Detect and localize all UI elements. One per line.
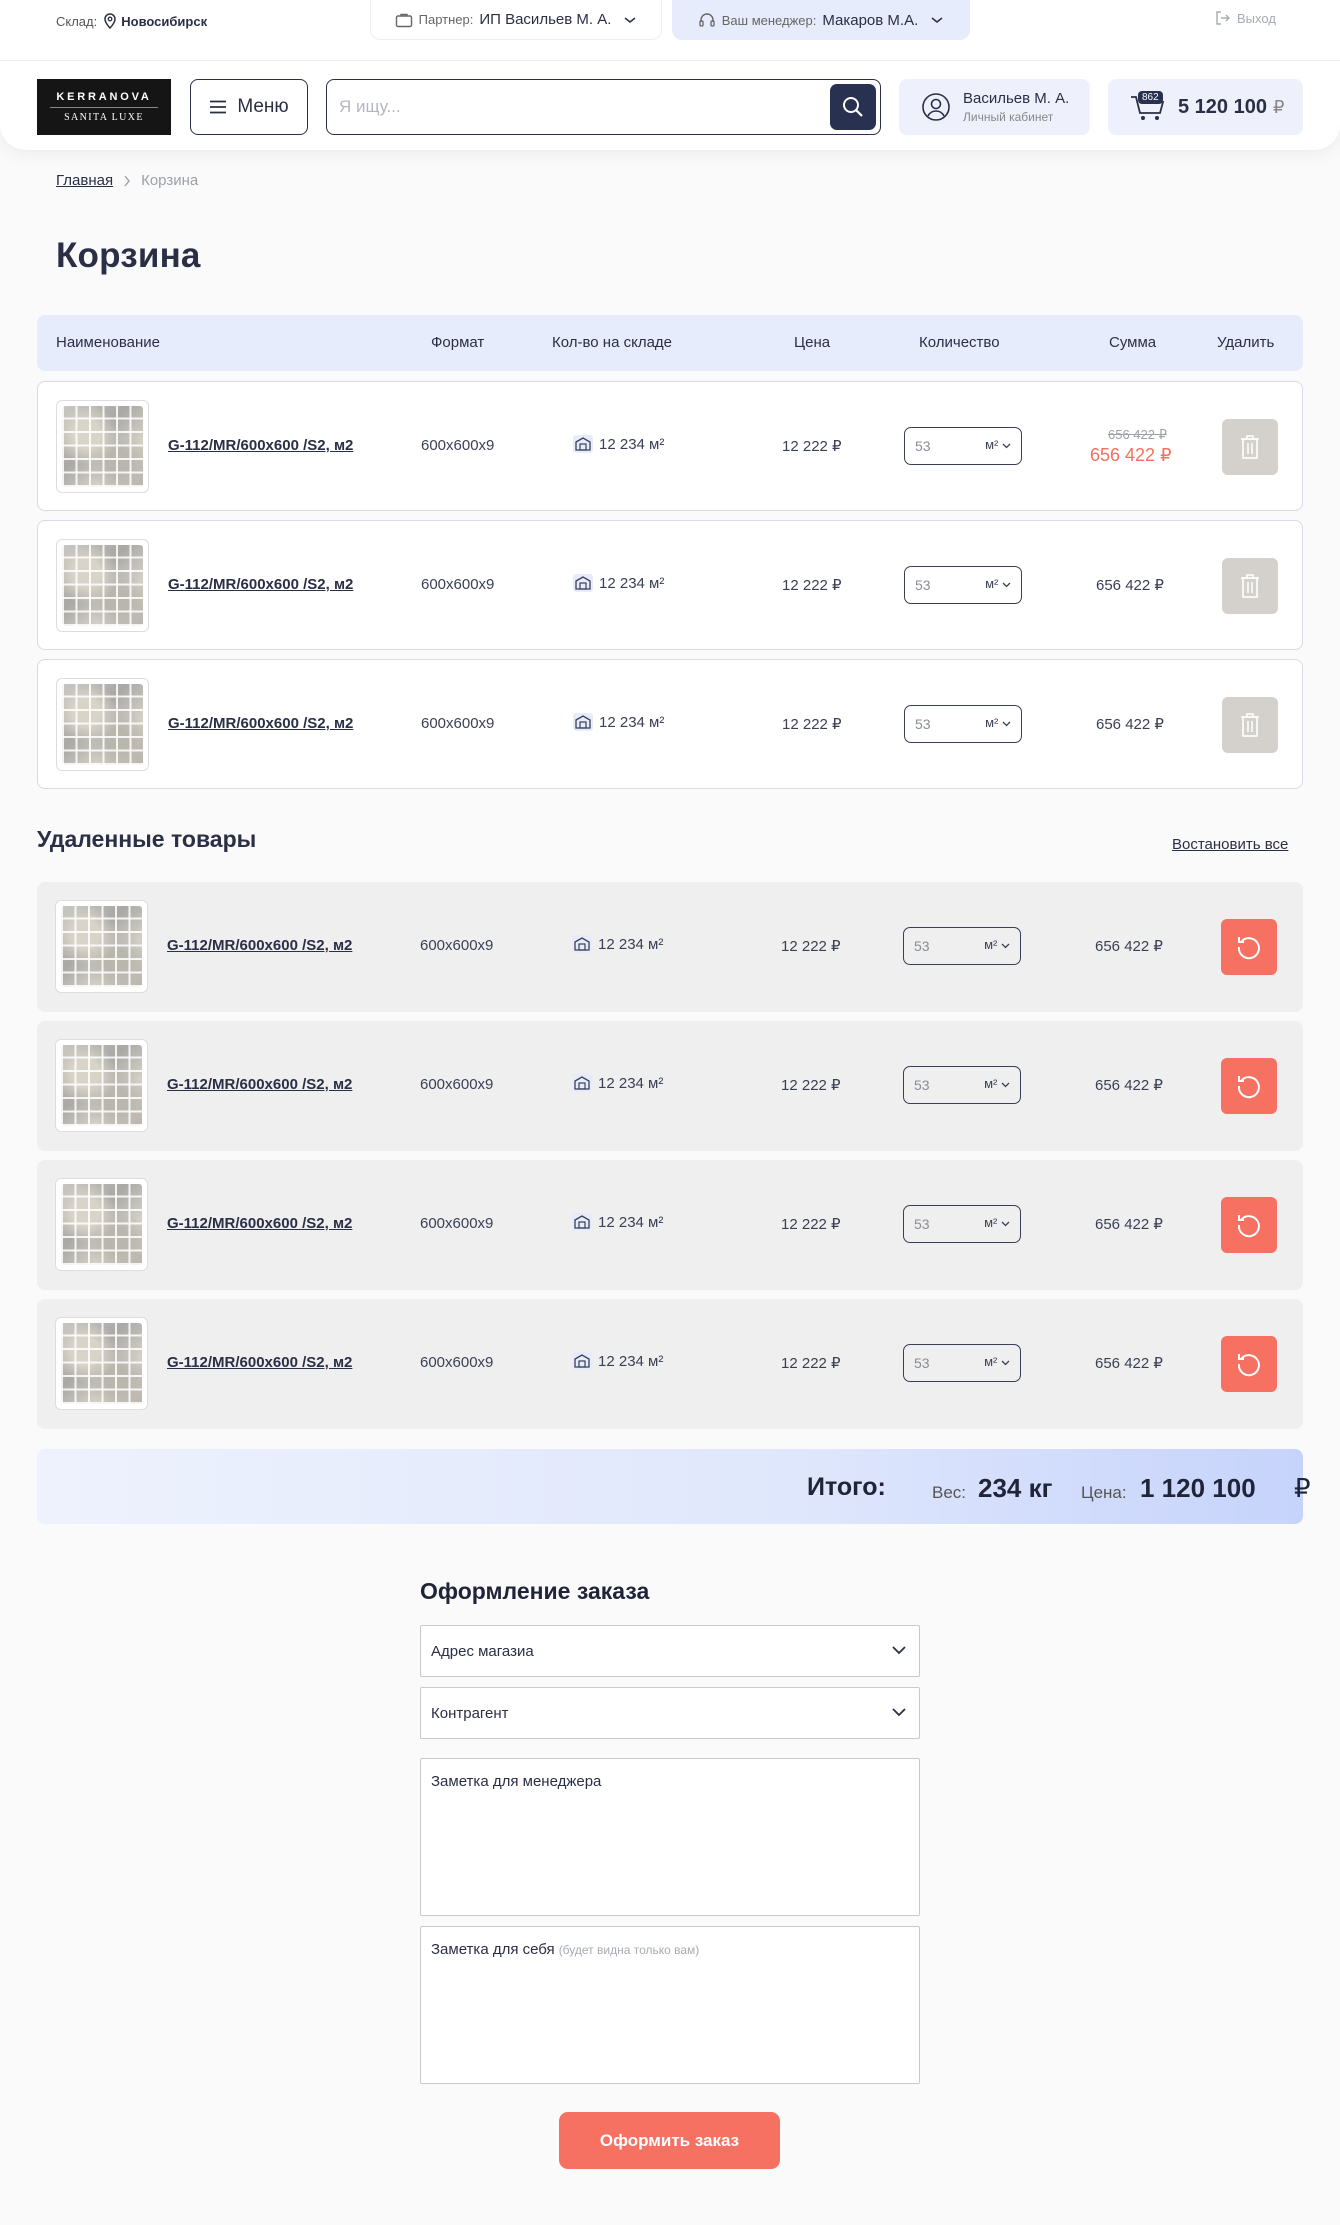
chevron-down-icon [1001,1360,1010,1366]
chevron-down-icon [623,15,637,25]
product-sum: 656 422 ₽ [1096,577,1164,594]
manager-note-textarea[interactable] [420,1758,920,1916]
product-name-link[interactable]: G-112/MR/600x600 /S2, м2 [167,1076,353,1093]
delete-button[interactable] [1222,697,1278,753]
chevron-down-icon [1001,1082,1010,1088]
product-name-link[interactable]: G-112/MR/600x600 /S2, м2 [168,715,354,732]
restore-all-link[interactable]: Востановить все [1172,836,1289,853]
quantity-value: 53 [915,438,931,454]
product-price: 12 222 ₽ [781,1355,841,1372]
stock-value: 12 234 м² [598,1352,664,1370]
product-sum: 656 422 ₽ [1095,1216,1163,1233]
chevron-down-icon [1002,721,1011,727]
brand-logo[interactable] [37,79,171,135]
product-price: 12 222 ₽ [782,438,842,455]
stock-value: 12 234 м² [599,435,665,453]
logout-label: Выход [1237,10,1276,26]
quantity-value: 53 [915,577,931,593]
top-bar [0,0,1340,150]
counterparty-select[interactable] [420,1687,920,1739]
product-stock [572,1074,663,1092]
chevron-down-icon [1001,1221,1010,1227]
self-note-placeholder: Заметка для себя [431,1941,555,1958]
logo-text-primary: KERRANOVA [56,91,152,103]
stock-value: 12 234 м² [599,574,665,592]
product-format: 600x600x9 [420,1076,494,1093]
weight-value: 234 кг [978,1473,1053,1503]
total-currency: ₽ [1294,1473,1311,1503]
warehouse-icon [573,574,593,592]
product-price: 12 222 ₽ [782,577,842,594]
cart-currency: ₽ [1272,96,1285,117]
store-address-select[interactable] [420,1625,920,1677]
column-format-header: Формат [431,334,485,351]
user-icon [921,92,951,122]
chevron-down-icon [1001,943,1010,949]
product-thumbnail[interactable] [55,900,148,993]
removed-items-title: Удаленные товары [37,826,257,852]
product-image [62,545,143,626]
cart-item-row [37,659,1303,789]
quantity-value: 53 [914,1355,930,1371]
warehouse-icon [572,1074,592,1092]
restore-icon [1235,1211,1263,1239]
hamburger-icon [209,100,227,114]
sum-new: 656 422 ₽ [1090,445,1172,465]
product-image [61,1184,142,1265]
product-sum: 656 422 ₽ [1095,1077,1163,1094]
menu-label: Меню [237,96,289,117]
self-note-textarea[interactable] [420,1926,920,2084]
product-format: 600x600x9 [421,576,495,593]
chevron-down-icon [891,1645,907,1655]
product-sum: 656 422 ₽ [1096,716,1164,733]
product-price: 12 222 ₽ [781,938,841,955]
restore-button[interactable] [1221,1336,1277,1392]
product-stock [573,435,664,453]
product-format: 600x600x9 [420,1354,494,1371]
product-stock [572,935,663,953]
restore-button[interactable] [1221,919,1277,975]
quantity-field[interactable] [903,1344,1021,1382]
weight-label: Вес: [932,1483,967,1502]
partner-name: ИП Васильев М. А. [479,11,612,28]
partner-label: Партнер: [418,12,474,27]
warehouse-icon [572,1213,592,1231]
product-thumbnail[interactable] [55,1317,148,1410]
logo-text-secondary: SANITA LUXE [64,112,144,123]
unit-dropdown[interactable] [984,1076,1010,1091]
quantity-field[interactable] [903,927,1021,965]
unit-dropdown[interactable] [984,1354,1010,1369]
product-thumbnail[interactable] [55,1039,148,1132]
cart-item-row [37,381,1303,511]
warehouse-icon [573,435,593,453]
breadcrumb-home-link[interactable]: Главная [56,172,114,189]
warehouse-icon [572,1352,592,1370]
product-name-link[interactable]: G-112/MR/600x600 /S2, м2 [168,437,354,454]
cart-count-badge: 862 [1138,91,1163,104]
column-price-header: Цена [794,334,831,351]
warehouse-city: Новосибирск [121,13,208,29]
product-stock [573,713,664,731]
product-price: 12 222 ₽ [781,1077,841,1094]
account-subtitle: Личный кабинет [963,110,1054,124]
product-thumbnail[interactable] [56,678,149,771]
product-price: 12 222 ₽ [782,716,842,733]
restore-button[interactable] [1221,1058,1277,1114]
product-image [61,906,142,987]
chevron-right-icon [123,175,131,187]
column-name-header: Наименование [56,334,160,351]
product-thumbnail[interactable] [56,400,149,493]
submit-order-button[interactable]: Оформить заказ [559,2112,780,2169]
unit-label: м² [984,937,998,952]
column-delete-header: Удалить [1217,334,1275,351]
warehouse-selector[interactable] [56,12,207,30]
manager-name: Макаров М.А. [822,11,919,29]
stock-value: 12 234 м² [598,1213,664,1231]
product-format: 600x600x9 [420,1215,494,1232]
totals-bar [37,1449,1311,1524]
removed-item-row [37,882,1303,1012]
quantity-field[interactable] [904,705,1022,743]
warehouse-icon [573,713,593,731]
order-form-title: Оформление заказа [420,1578,650,1604]
unit-dropdown[interactable] [985,715,1011,730]
unit-dropdown[interactable] [984,1215,1010,1230]
stock-value: 12 234 м² [598,1074,664,1092]
warehouse-icon [572,935,592,953]
select-value: Контрагент [431,1705,509,1722]
quantity-value: 53 [914,938,930,954]
quantity-value: 53 [915,716,931,732]
stock-value: 12 234 м² [598,935,664,953]
unit-dropdown[interactable] [984,937,1010,952]
search-bar [326,79,881,135]
quantity-value: 53 [914,1216,930,1232]
price-label: Цена: [1081,1483,1127,1502]
restore-icon [1235,1072,1263,1100]
unit-label: м² [985,576,999,591]
quantity-value: 53 [914,1077,930,1093]
product-name-link[interactable]: G-112/MR/600x600 /S2, м2 [168,576,354,593]
divider [0,60,1340,61]
product-image [62,684,143,765]
product-format: 600x600x9 [420,937,494,954]
trash-icon [1239,573,1261,599]
quantity-field[interactable] [903,1066,1021,1104]
restore-icon [1235,933,1263,961]
product-image [62,406,143,487]
product-thumbnail[interactable] [55,1178,148,1271]
unit-label: м² [984,1354,998,1369]
removed-item-row [37,1021,1303,1151]
cart-table-header [37,315,1303,371]
product-name-link[interactable]: G-112/MR/600x600 /S2, м2 [167,937,353,954]
cart-total: 5 120 100 [1178,95,1267,118]
chevron-down-icon [891,1707,907,1717]
quantity-field[interactable] [904,566,1022,604]
unit-label: м² [985,437,999,452]
search-input[interactable] [339,92,809,122]
manager-selector[interactable] [672,0,970,40]
menu-button[interactable] [190,79,308,135]
trash-icon [1239,712,1261,738]
product-stock [572,1352,663,1370]
trash-icon [1239,434,1261,460]
product-name-link[interactable]: G-112/MR/600x600 /S2, м2 [167,1354,353,1371]
restore-button[interactable] [1221,1197,1277,1253]
partner-selector[interactable] [370,0,662,40]
quantity-field[interactable] [904,427,1022,465]
manager-note-placeholder: Заметка для менеджера [431,1773,602,1790]
removed-item-row [37,1299,1303,1429]
product-sum: 656 422 ₽ [1095,1355,1163,1372]
unit-dropdown[interactable] [985,576,1011,591]
unit-label: м² [984,1215,998,1230]
delete-button[interactable] [1222,419,1278,475]
chevron-down-icon [1002,443,1011,449]
product-format: 600x600x9 [421,437,495,454]
location-pin-icon [103,13,117,29]
product-thumbnail[interactable] [56,539,149,632]
column-qty-header: Количество [919,334,1000,351]
product-stock [572,1213,663,1231]
unit-dropdown[interactable] [985,437,1011,452]
unit-label: м² [984,1076,998,1091]
product-format: 600x600x9 [421,715,495,732]
search-icon [842,96,864,118]
headset-icon [698,12,716,28]
cart-button[interactable] [1108,79,1303,135]
unit-label: м² [985,715,999,730]
product-sum: 656 422 ₽ [1095,938,1163,955]
warehouse-label: Склад: [56,13,98,29]
chevron-down-icon [1002,582,1011,588]
cart-item-row [37,520,1303,650]
product-image [61,1323,142,1404]
delete-button[interactable] [1222,558,1278,614]
column-sum-header: Сумма [1109,334,1157,351]
total-price-value: 1 120 100 [1140,1473,1256,1503]
product-name-link[interactable]: G-112/MR/600x600 /S2, м2 [167,1215,353,1232]
product-price: 12 222 ₽ [781,1216,841,1233]
manager-label: Ваш менеджер: [721,12,817,28]
product-image [61,1045,142,1126]
quantity-field[interactable] [903,1205,1021,1243]
account-name: Васильев М. А. [963,90,1070,107]
select-value: Адрес магазиа [431,1643,534,1660]
logout-link[interactable] [1215,10,1276,26]
column-stock-header: Кол-во на складе [552,334,673,351]
chevron-down-icon [930,15,944,25]
totals-label: Итого: [807,1473,886,1501]
breadcrumb [56,172,198,189]
restore-icon [1235,1350,1263,1378]
breadcrumb-current: Корзина [141,172,199,189]
sum-old: 656 422 ₽ [1108,427,1167,442]
search-button[interactable] [830,84,876,130]
logo-divider [50,107,158,108]
removed-item-row [37,1160,1303,1290]
page-title: Корзина [56,236,201,275]
stock-value: 12 234 м² [599,713,665,731]
self-note-hint: (будет видна только вам) [558,1943,700,1957]
account-button[interactable] [899,79,1090,135]
logout-icon [1215,10,1231,26]
briefcase-icon [395,12,413,28]
product-stock [573,574,664,592]
